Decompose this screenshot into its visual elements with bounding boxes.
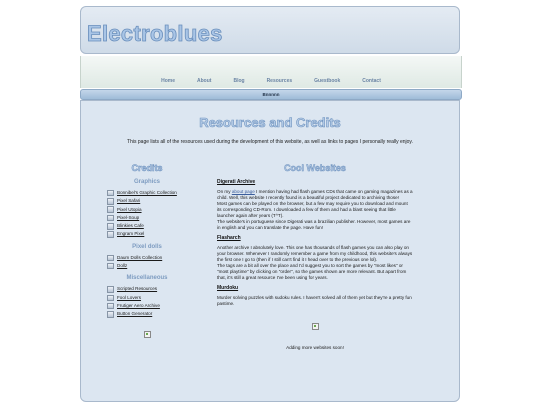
list-item	[107, 197, 207, 205]
credit-link[interactable]: Frutiger Aero Archive	[117, 302, 160, 308]
credit-link[interactable]: Pixel Utopia	[117, 206, 142, 212]
page-wrapper	[80, 6, 460, 402]
credit-link[interactable]: Button Generator	[117, 311, 153, 317]
list-item	[107, 214, 207, 222]
cool-websites-title: Cool Websites	[284, 163, 346, 173]
site-desc: Another archive I absolutely love. This one has thousands of flash games you can also play on your browser. Whenever I randomly remember a game from my childhood, this website's always the first one I go to (then if I still can't find it I head over to the previous one lol).	[217, 245, 413, 262]
list-item	[107, 262, 207, 270]
nav-home[interactable]: Home	[161, 78, 175, 84]
list-item	[107, 285, 207, 293]
footer-note: Adding more websites soon!	[286, 345, 344, 350]
credit-link[interactable]: Pixel-Soup	[117, 214, 140, 220]
content-panel	[80, 100, 460, 402]
broken-image-icon	[312, 323, 319, 330]
button-bullet-icon	[107, 231, 114, 238]
button-bullet-icon	[107, 206, 114, 213]
about-page-link[interactable]: about page	[231, 189, 255, 194]
broken-image-icon	[144, 331, 151, 338]
credit-link[interactable]: Engram Pixel	[117, 231, 145, 237]
credit-link[interactable]: Pixel Safari	[117, 198, 141, 204]
site-heading-flasharch[interactable]: Flasharch	[217, 235, 241, 241]
button-bullet-icon	[107, 198, 114, 205]
credit-link[interactable]: Bonnibel's Graphic Collection	[117, 190, 177, 195]
credit-link[interactable]: Scripted Resources	[117, 286, 158, 292]
button-bullet-icon	[107, 190, 114, 197]
category-graphics: Graphics	[133, 179, 160, 185]
credits-title: Credits	[131, 163, 163, 173]
button-bullet-icon	[107, 263, 114, 270]
button-bullet-icon	[107, 215, 114, 222]
credit-link[interactable]: Dollz	[117, 263, 128, 269]
list-item	[107, 230, 207, 238]
sub-banner: Bnnnnn	[80, 89, 462, 100]
credit-link[interactable]: Daum Dolls Collection	[117, 254, 163, 260]
button-bullet-icon	[107, 255, 114, 262]
button-bullet-icon	[107, 303, 114, 310]
main-nav	[80, 56, 462, 88]
site-desc: Most games can be played on the browser, but a few may require you to download and mount its corresponding CD-Rom. I downloaded a few of them and had a blast seeing that little launcher again after years (T^T).	[217, 201, 408, 218]
site-header	[80, 6, 460, 54]
site-desc: The tags are a bit all over the place and I'd suggest you to sort the games by "most likes" or "most playtime" by clicking on "order", so the games shown are more relevant. But apart from that, it's still a great resource I've been using for years.	[217, 263, 407, 280]
site-logo[interactable]: Electroblues	[87, 21, 223, 46]
list-item	[107, 310, 207, 318]
button-bullet-icon	[107, 286, 114, 293]
list-item	[107, 206, 207, 214]
nav-blog[interactable]: Blog	[233, 78, 245, 84]
nav-guestbook[interactable]: Guestbook	[314, 78, 341, 84]
credits-column	[107, 163, 207, 343]
nav-resources[interactable]: Resources	[266, 78, 293, 84]
list-item	[107, 254, 207, 262]
page-title: Resources and Credits	[199, 115, 341, 130]
list-item	[107, 222, 207, 230]
misc-links	[107, 285, 207, 318]
button-bullet-icon	[107, 295, 114, 302]
list-item	[107, 189, 207, 197]
button-bullet-icon	[107, 311, 114, 318]
site-heading-murdoku[interactable]: Murdoku	[217, 285, 239, 291]
button-bullet-icon	[107, 223, 114, 230]
cool-websites-column	[217, 163, 413, 354]
site-heading-digerati[interactable]: Digerati Archive	[217, 179, 256, 185]
site-desc: On my about page I mention having had flash games CDs that came on gaming magazines as a child. Well, this website I recently found is a beautiful project dedicated to archiving those!	[217, 189, 413, 200]
graphics-links	[107, 189, 207, 239]
site-desc: Murder solving puzzles with sudoku rules. I haven't solved all of them yet but they're a pretty fun pastime.	[217, 295, 412, 306]
nav-contact[interactable]: Contact	[362, 78, 381, 84]
page-intro: This page lists all of the resources used during the development of this website, as well as links to pages I personally really enjoy.	[127, 139, 413, 145]
list-item	[107, 294, 207, 302]
list-item	[107, 302, 207, 310]
pixel-dolls-links	[107, 254, 207, 271]
category-pixel-dolls: Pixel dolls	[132, 243, 162, 250]
credit-link[interactable]: Blinkies Cafe	[117, 223, 144, 229]
nav-about[interactable]: About	[197, 78, 212, 84]
category-miscellaneous: Miscellaneous	[126, 275, 168, 282]
site-desc: The website's in portuguese since Digerati was a brazilian publisher. However, most games are in english and you can translate the page. Have fun!	[217, 219, 411, 230]
credit-link[interactable]: Fool Lovers	[117, 294, 142, 300]
